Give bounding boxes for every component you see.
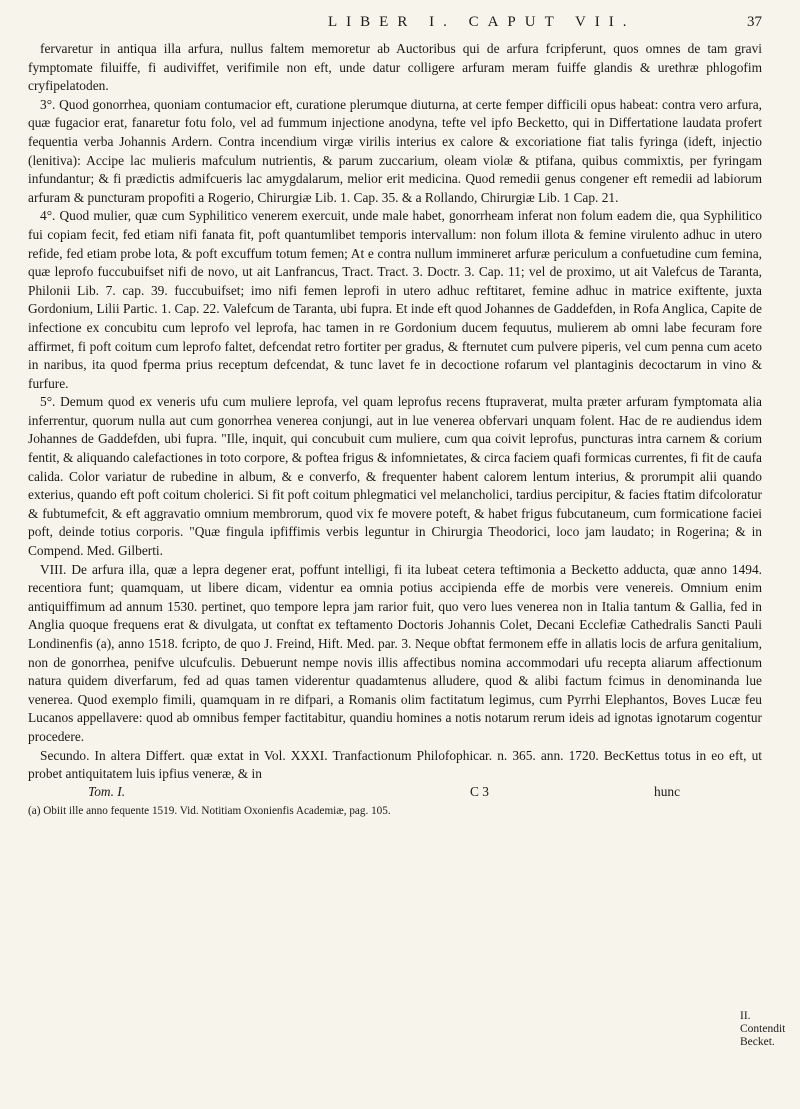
- running-title: LIBER I. CAPUT VII.: [328, 14, 636, 30]
- page-bottom-row: [28, 784, 762, 802]
- page-number: 37: [747, 14, 762, 30]
- body-text: [28, 40, 762, 784]
- paragraph-secundo: Secundo. In altera Differt. quæ extat in Vol. XXXI. Tranfactionum Philofophicar. n. 365. ann. 1720. BecKettus totus in eo eft, ut probet antiquitatem luis ipfius veneræ, & in: [28, 747, 762, 782]
- margin-note: II. Contendit Becket.: [740, 1010, 786, 1048]
- paragraph-section-viii: VIII. De arfura illa, quæ a lepra degener erat, poffunt intelligi, fi ita lubeat cetera teftimonia a Becketto adducta, quæ anno 1494. recentiora funt; quamquam, ut libere dicam, videntur ea omnia potius accipienda effe de morbis vere venereis. Omnium enim antiquiffimum ad annum 1530. pertinet, quo tempore lepra jam rarior fuit, quo vero lues venerea non in Italia tantum & Gallia, fed in Anglia quoque frequens erat & divulgata, ut conftat ex teftamento Doctoris Johannis Colet, Decani Ecclefiæ Cathedralis Sancti Pauli Londinenfis (a), anno 1518. fcripto, de quo J. Freind, Hift. Med. par. 3. Neque obftat fermonem effe in allatis locis de arfura genitalium, non de gonorrhea, penifve ulcufculis. Debuerunt nempe novis illis affectibus nomina accommodari ufu recepta aliarum affectionum natura quidem diverfarum, fed ad quas tamen viderentur quadamtenus alludere, quod & alibi factum fcimus in denominanda lue venerea. Quod exemplo fimili, quamquam in re difpari, a Romanis olim factitatum legimus, cum Pyrrhi Elephantos, Boves Lucæ feu Lucanos appellavere: quod ab omnibus femper factitabitur, quandiu homines a notis notarum rerum ideis ad ignotas ignotarum cogentur procedere.: [28, 561, 762, 744]
- paragraph-point-4: 4°. Quod mulier, quæ cum Syphilitico venerem exercuit, unde male habet, gonorrheam inferat non folum eadem die, qua Syphilitico fui copiam fecit, fed etiam nifi fanata fit, poft quantumlibet temporis intervallum: non folum illota & femine virulento adhuc in utero refide, fed etiam probe lota, & poft excuffum totum femen; At e contra nullum immineret arfuræ periculum a confuetudine cum femina, quæ leprofo fuccubuifset nifi de novo, ut ait Lanfrancus, Tract. Tract. 3. Doctr. 3. Cap. 11; vel de proximo, ut ait Valefcus de Taranta, Philonii Lib. 7. cap. 39. fuccubuifset; imo nifi femen leprofi in utero adhuc reftitaret, femine adhuc in matrice exiftente, juxta Gordonium, Lilii Partic. 1. Cap. 22. Valefcum de Taranta, ubi fupra. Et inde eft quod Johannes de Gaddefden, in Rofa Anglica, Capite de infectione ex concubitu cum leprofo vel leprofa, hac tamen in re Gordonium ducem fequutus, mulierem ab omni labe fecuram fore affirmet, fi poft coitum cum leprofo faltet, defcendat retro fortiter per gradus, & fternutet cum pulvere piperis, vel cum penna cum aceto in naribus, ita quod fperma prius receptum defcendat, & tunc lavet fe in decoctione rofarum vel plantaginis decoctarum in vino & furfure.: [28, 208, 762, 391]
- paragraph-point-5: 5°. Demum quod ex veneris ufu cum muliere leprofa, vel quam leprofus recens ftupraverat, multa præter arfuram fymptomata alia inferrentur, quorum nulla aut cum gonorrhea venerea conjungi, aut in lue venerea obfervari unquam folent. Hac de re audiendus idem Johannes de Gaddefden, ubi fupra. "Ille, inquit, qui concubuit cum muliere, cum qua coivit leprofus, puncturas intra carnem & corium fentit, & aliquando calefactiones in toto corpore, & poftea frigus & infomnietates, & circa faciem quafi formicas currentes, fi fit de caufa calida. Color variatur de rubedine in album, & e converfo, & frequenter habent calorem lentum interius, & prorumpit alii quando exterius, quando eft poft coitum cholerici. Si fit poft coitum phlegmatici vel melancholici, tardius percipitur, & facies ftatim difcoloratur & fubtumefcit, & eft aggravatio omnium membrorum, quod vix fe movere poteft, & habet frigus fubcutaneum, cum formicatione faciei poft, deinde totius corporis. "Quæ fingula ipfiffimis verbis leguntur in Chirurgia Theodorici, loco jam laudato; in Rogerina; & in Compend. Med. Gilberti.: [28, 394, 762, 559]
- footnote: (a) Obiit ille anno fequente 1519. Vid. Notitiam Oxonienfis Academiæ, pag. 105.: [28, 804, 391, 817]
- running-head: [28, 10, 762, 40]
- tome-label: Tom. I.: [88, 783, 126, 799]
- signature-mark: C 3: [470, 783, 489, 799]
- catchword: hunc: [654, 783, 681, 799]
- book-page: [28, 10, 762, 1100]
- paragraph-point-3: 3°. Quod gonorrhea, quoniam contumacior eft, curatione plerumque diuturna, at certe femper difficili opus habeat: contra vero arfura, quæ fugacior erat, fanaretur fotu folo, vel ad fummum injectione anodyna, tefte vel ipfo Becketto, qui in Differtatione laudata profert fequentia verba Johannis Ardern. Contra incendium virgæ virilis interius ex calore & excoriatione fiat talis fyringa (ideft, injectio (lenitiva): Accipe lac mulieris mafculum nutrientis, & parum zuccarium, oleam violæ & ptifana, quibus commixtis, per fyringam infundantur; & fi prædictis admifcueris lac amygdalarum, melior erit medicina. Quod remedii genus congener eft remedii ad labiorum arfuram & puncturam propofiti a Rogerio, Chirurgiæ Lib. 1. Cap. 35. & a Rollando, Chirurgiæ Lib. 1 Cap. 21.: [28, 96, 762, 205]
- paragraph-continuation: fervaretur in antiqua illa arfura, nullus faltem memoretur ab Auctoribus qui de arfura fcripferunt, quos omnes de tam gravi fymptomate filuiffe, fi audiviffet, verifimile non eft, unde datur colligere arfuram meram fuiffe glandis & urethræ phlogofim cryfipelatoden.: [28, 41, 762, 94]
